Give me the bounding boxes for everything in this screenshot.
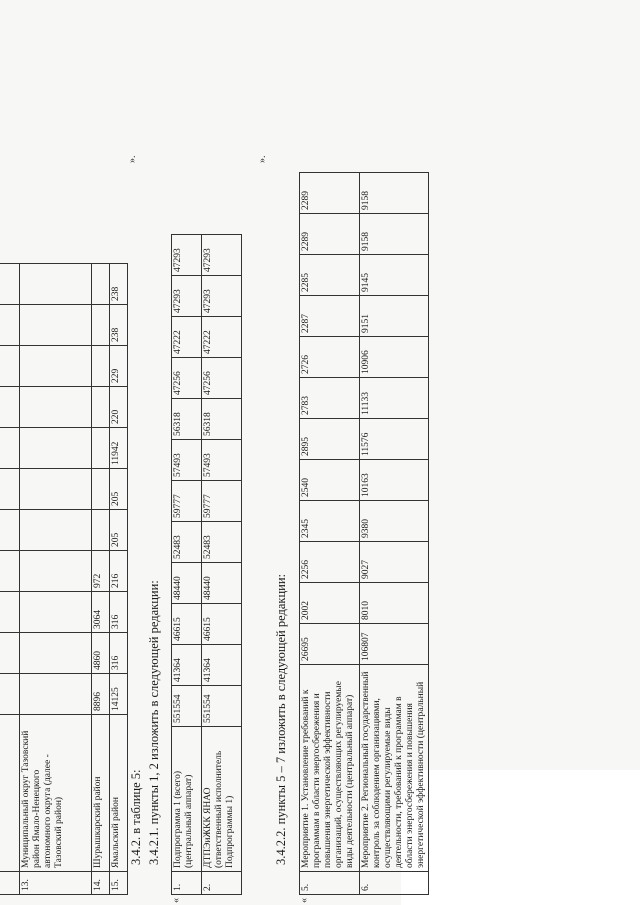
opening-quote-mark: « (171, 898, 182, 903)
row-name-cell: Мероприятие 2. Региональный государственный контроль за соблюдением организациями, осуществляющими регулируемые виды деятельности, требований к программам в области энергосбережения и повышения энергетической эффективности (центральный (360, 665, 429, 872)
row-number-cell: 6. (360, 872, 429, 895)
value-cell: 46615 (172, 604, 202, 645)
section-heading-3-4-2: 3.4.2. в таблице 5: (129, 769, 143, 865)
value-cell: 52483 (172, 522, 202, 563)
value-cell: 551554 (202, 686, 242, 727)
row-number-cell (0, 872, 20, 895)
closing-quote-mark: ». (257, 155, 268, 163)
value-cell: 56318 (202, 399, 242, 440)
row-name-cell: Муниципальный округ Тазовский район Ямало-Ненецкого автономного округа (далее - Тазовский район) (20, 715, 92, 872)
value-cell: 11576 (360, 419, 429, 460)
value-cell (0, 633, 20, 674)
value-cell: 48440 (172, 563, 202, 604)
value-cell: 205 (110, 510, 128, 551)
value-cell (92, 428, 110, 469)
closing-quote-mark: ». (127, 155, 138, 163)
section-heading-3-4-2-1: 3.4.2.1. пункты 1, 2 изложить в следующей редакции: (147, 580, 161, 865)
value-cell (20, 305, 92, 346)
table-row (300, 173, 360, 895)
value-cell: 52483 (202, 522, 242, 563)
value-cell: 216 (110, 551, 128, 592)
row-name-cell: Шурышкарский район (92, 715, 110, 872)
value-cell: 229 (110, 346, 128, 387)
value-cell (0, 264, 20, 305)
value-cell: 8010 (360, 583, 429, 624)
value-cell: 238 (110, 264, 128, 305)
table-row (92, 264, 110, 895)
value-cell (92, 305, 110, 346)
value-cell (0, 428, 20, 469)
table-municipal-districts (0, 263, 128, 895)
value-cell (20, 264, 92, 305)
value-cell: 2345 (300, 501, 360, 542)
value-cell: 10163 (360, 460, 429, 501)
value-cell (92, 469, 110, 510)
value-cell (0, 305, 20, 346)
table-row (20, 264, 92, 895)
value-cell (20, 674, 92, 715)
value-cell: 48440 (202, 563, 242, 604)
value-cell: 47222 (172, 317, 202, 358)
value-cell (0, 346, 20, 387)
value-cell: 2726 (300, 337, 360, 378)
value-cell: 41364 (172, 645, 202, 686)
value-cell: 46615 (202, 604, 242, 645)
value-cell: 47293 (172, 276, 202, 317)
row-name-cell (0, 715, 20, 872)
value-cell: 205 (110, 469, 128, 510)
value-cell: 59777 (172, 481, 202, 522)
value-cell: 2289 (300, 214, 360, 255)
value-cell (20, 633, 92, 674)
table-row (0, 264, 20, 895)
value-cell (0, 674, 20, 715)
table-measures (299, 172, 429, 895)
value-cell: 2540 (300, 460, 360, 501)
row-number-cell: 13. (20, 872, 92, 895)
value-cell: 3064 (92, 592, 110, 633)
table-subprogram-1 (171, 234, 242, 895)
value-cell: 9158 (360, 214, 429, 255)
value-cell: 316 (110, 592, 128, 633)
value-cell: 238 (110, 305, 128, 346)
value-cell (0, 387, 20, 428)
value-cell (20, 469, 92, 510)
value-cell: 10906 (360, 337, 429, 378)
value-cell (92, 387, 110, 428)
value-cell: 26695 (300, 624, 360, 665)
value-cell: 9145 (360, 255, 429, 296)
value-cell: 14125 (110, 674, 128, 715)
value-cell: 11133 (360, 378, 429, 419)
value-cell: 4860 (92, 633, 110, 674)
rotated-content (0, 135, 426, 905)
table-row (172, 235, 202, 895)
value-cell: 57493 (202, 440, 242, 481)
value-cell: 41364 (202, 645, 242, 686)
value-cell (20, 346, 92, 387)
value-cell (20, 510, 92, 551)
row-number-cell: 1. (172, 872, 202, 895)
value-cell: 220 (110, 387, 128, 428)
value-cell: 47256 (172, 358, 202, 399)
opening-quote-mark: « (299, 898, 310, 903)
value-cell: 56318 (172, 399, 202, 440)
value-cell: 2783 (300, 378, 360, 419)
value-cell (0, 551, 20, 592)
value-cell: 11942 (110, 428, 128, 469)
value-cell (92, 264, 110, 305)
value-cell: 2287 (300, 296, 360, 337)
value-cell: 59777 (202, 481, 242, 522)
value-cell: 47293 (202, 276, 242, 317)
value-cell (20, 551, 92, 592)
value-cell: 57493 (172, 440, 202, 481)
row-number-cell: 14. (92, 872, 110, 895)
value-cell: 9027 (360, 542, 429, 583)
value-cell: 2289 (300, 173, 360, 214)
value-cell: 8896 (92, 674, 110, 715)
value-cell (20, 428, 92, 469)
value-cell: 551554 (172, 686, 202, 727)
value-cell: 47256 (202, 358, 242, 399)
row-number-cell: 5. (300, 872, 360, 895)
table-row (360, 173, 429, 895)
value-cell (92, 346, 110, 387)
row-name-cell: Ямальский район (110, 715, 128, 872)
value-cell: 47293 (202, 235, 242, 276)
table-row (202, 235, 242, 895)
row-name-cell: ДТПЭиЖКК ЯНАО (ответственный исполнитель Подпрограммы 1) (202, 727, 242, 872)
table-row (110, 264, 128, 895)
value-cell (92, 510, 110, 551)
value-cell: 2256 (300, 542, 360, 583)
row-number-cell: 2. (202, 872, 242, 895)
value-cell: 9158 (360, 173, 429, 214)
value-cell (20, 592, 92, 633)
value-cell: 316 (110, 633, 128, 674)
value-cell: 2285 (300, 255, 360, 296)
row-number-cell: 15. (110, 872, 128, 895)
value-cell (0, 469, 20, 510)
value-cell: 47293 (172, 235, 202, 276)
section-heading-3-4-2-2: 3.4.2.2. пункты 5 – 7 изложить в следующей редакции: (274, 574, 288, 865)
value-cell (0, 592, 20, 633)
value-cell (20, 387, 92, 428)
row-name-cell: Мероприятие 1. Установление требований к программам в области энергосбережения и повышения энергетической эффективности организаций, осуществляющих регулируемые виды деятельности (центральный аппарат) (300, 665, 360, 872)
value-cell: 47222 (202, 317, 242, 358)
value-cell: 106807 (360, 624, 429, 665)
value-cell: 2002 (300, 583, 360, 624)
value-cell: 9151 (360, 296, 429, 337)
value-cell: 2895 (300, 419, 360, 460)
value-cell: 9380 (360, 501, 429, 542)
row-name-cell: Подпрограмма 1 (всего) (центральный аппарат) (172, 727, 202, 872)
value-cell: 972 (92, 551, 110, 592)
value-cell (0, 510, 20, 551)
